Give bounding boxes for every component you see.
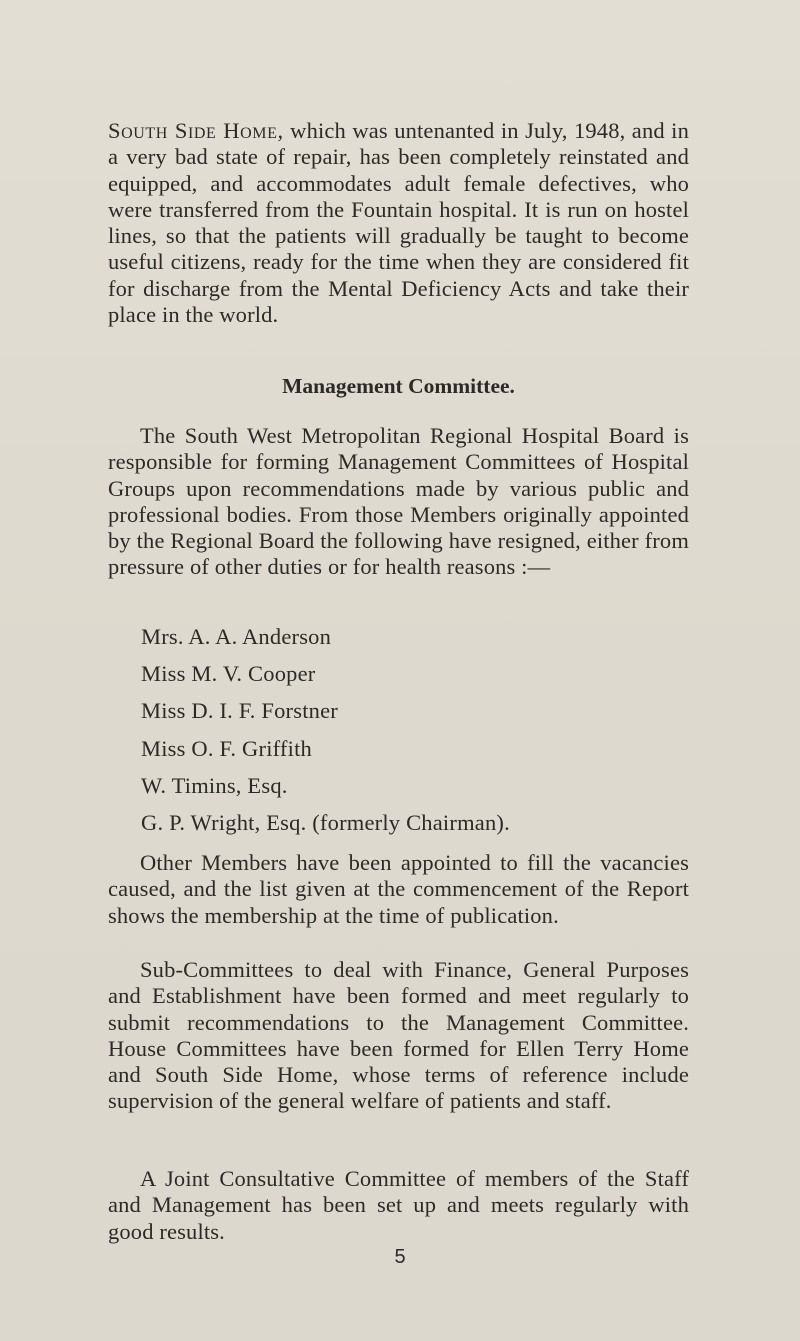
paragraph-sub-committees: Sub-Committees to deal with Finance, General Purposes and Establishment have been formed and meet regularly to submit recommendations to the Management Committee. House Committees have been formed for Ellen Terry Home and South Side Home, whose terms of reference include supervision of the general welfare of patients and staff. bbox=[108, 957, 689, 1114]
resigned-members-list bbox=[141, 624, 510, 847]
paragraph-other-members: Other Members have been appointed to fill the vacancies caused, and the list given at the commencement of the Report shows the membership at the time of publication. bbox=[108, 850, 689, 928]
lead-small-caps: South Side Home, bbox=[108, 118, 284, 143]
list-item: Miss M. V. Cooper bbox=[141, 661, 316, 687]
section-heading: Management Committee. bbox=[282, 374, 515, 398]
list-item: Mrs. A. A. Anderson bbox=[141, 624, 332, 649]
list-item: Miss D. I. F. Forstner bbox=[141, 698, 338, 724]
paragraph-joint-consultative: A Joint Consultative Committee of members of the Staff and Management has been set up and meets regularly with good results. bbox=[108, 1166, 689, 1244]
page-number: 5 bbox=[394, 1246, 406, 1268]
list-item: G. P. Wright, Esq. (formerly Chairman). bbox=[141, 809, 510, 835]
list-item: Miss O. F. Griffith bbox=[141, 735, 312, 761]
paragraph-south-side-home bbox=[108, 118, 689, 328]
paragraph-body: which was untenanted in July, 1948, and in a very bad state of repair, has been completely reinstated and equipped, and accommodates adult female defectives, who were transferred from the Fountain hospital. It is run on hostel lines, so that the patients will gradually be taught to become useful citizens, ready for the time when they are considered fit for discharge from the Mental Deficiency Acts and take their place in the world. bbox=[108, 118, 689, 328]
paragraph-regional-board: The South West Metropolitan Regional Hospital Board is responsible for forming Management Committees of Hospital Groups upon recommendations made by various public and professional bodies. From those Members originally appointed by the Regional Board the following have resigned, either from pressure of other duties or for health reasons :— bbox=[108, 423, 689, 580]
list-item: W. Timins, Esq. bbox=[141, 772, 288, 798]
